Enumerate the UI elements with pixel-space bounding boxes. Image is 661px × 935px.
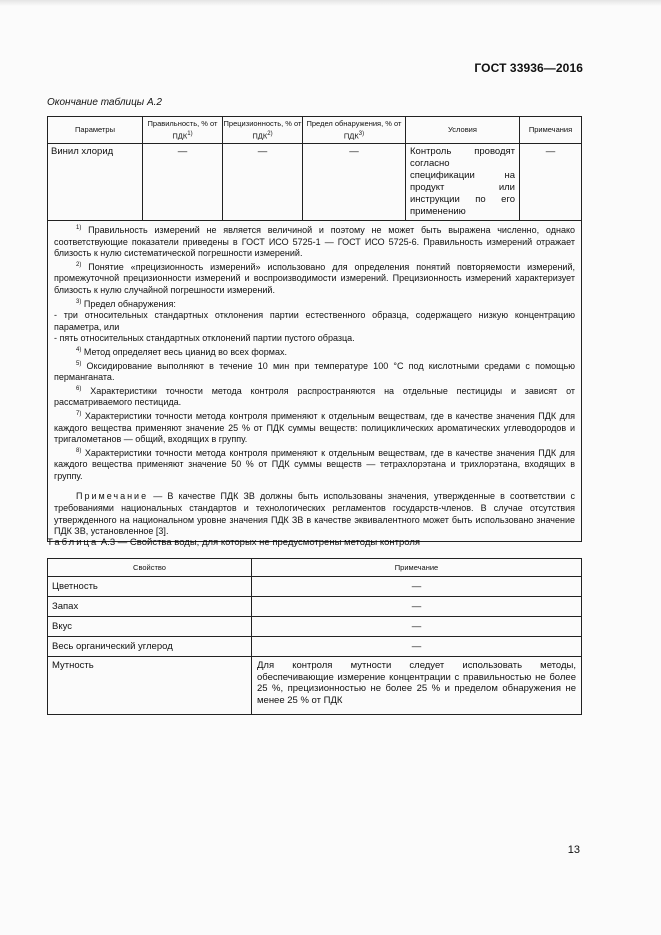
footnote-6: $^{6)}$ Характеристики точности метода контроля распространяются на отдельные пестициды и зависят от рассматриваемого пестицида.	[54, 385, 575, 408]
footnote-3: $^{3)}$ Предел обнаружения:	[76, 298, 176, 309]
cell-detection: —	[303, 144, 406, 221]
table-a3	[47, 558, 582, 715]
col-header-property: Свойство	[48, 559, 252, 577]
col-header-notes: Примечания	[520, 117, 582, 144]
footnote-1: $^{1)}$ Правильность измерений не является величиной и поэтому не может быть выражена численно, однако соответствующие показатели приведены в ГОСТ ИСО 5725-1 — ГОСТ ИСО 5725-6. Правильность измерений отражает близость к нулю систематической погрешности измерений.	[54, 225, 575, 259]
cell-precision: —	[223, 144, 303, 221]
table-note	[54, 491, 575, 537]
note-label: Примечание	[76, 491, 149, 502]
cell-conditions: Контроль проводят согласно спецификации на продукт или инструкции по его применению	[406, 144, 520, 221]
cell-property: Вкус	[48, 617, 252, 637]
cell-note: Для контроля мутности следует использовать методы, обеспечивающие измерение концентрации с правильностью не более 25 %, прецизионностью не более 25 % и пределом обнаружения не менее 25 % от ПДК	[252, 657, 582, 715]
col-header-precision: Прецизионность, % от ПДК$^{2)}$	[223, 117, 303, 144]
table-row	[48, 577, 582, 597]
table-row	[48, 637, 582, 657]
cell-property: Запах	[48, 597, 252, 617]
footnote-2: $^{2)}$ Понятие «прецизионность измерений» использовано для определения понятий повторяемости измерений, промежуточной прецизионности измерений и воспроизводимости измерений. Прецизионность измерений характеризует близость к нулю случайной погрешности измерений.	[54, 261, 575, 295]
footnotes-cell	[48, 221, 582, 542]
table-a2	[47, 116, 582, 542]
table-a3-header-row	[48, 559, 582, 577]
footnote-3-item-a: - три относительных стандартных отклонения партии естественного образца, содержащего низкую концентрацию параметра, или	[54, 310, 575, 332]
cell-property: Весь органический углерод	[48, 637, 252, 657]
col-header-detection: Предел обнаружения, % от ПДК$^{3)}$	[303, 117, 406, 144]
table-a3-caption-label: Таблица	[47, 537, 99, 548]
footnote-3-item-b: - пять относительных стандартных отклонений партии пустого образца.	[54, 333, 355, 344]
col-header-params: Параметры	[48, 117, 143, 144]
table-a2-notes-row	[48, 221, 582, 542]
cell-note: —	[252, 617, 582, 637]
cell-notes: —	[520, 144, 582, 221]
cell-property: Мутность	[48, 657, 252, 715]
col-header-conditions: Условия	[406, 117, 520, 144]
table-row	[48, 597, 582, 617]
table-a3-caption	[47, 537, 420, 548]
cell-param: Винил хлорид	[48, 144, 143, 221]
footnote-7: $^{7)}$ Характеристики точности метода контроля применяют к отдельным веществам, где в качестве значения ПДК для каждого вещества применяют значение 25 % от ПДК суммы веществ: полициклических ароматических углеводородов и тригалометанов — общий, входящих в группу.	[54, 410, 575, 445]
table-row	[48, 617, 582, 637]
table-a2-caption: Окончание таблицы А.2	[47, 97, 162, 108]
table-row	[48, 144, 582, 221]
table-row	[48, 657, 582, 715]
footnote-8: $^{8)}$ Характеристики точности метода контроля применяют к отдельным веществам, где в качестве значения ПДК для каждого вещества применяют значение 50 % от ПДК суммы веществ — тетрахлорэтана и трихлорэтана, входящих в группу.	[54, 447, 575, 481]
page-edge-shadow	[0, 0, 661, 6]
cell-accuracy: —	[143, 144, 223, 221]
note-text: — В качестве ПДК ЗВ должны быть использованы значения, утвержденные в соответствии с требованиями национальных стандартов и технологических регламентов государств-членов. В случае отсутствия утвержденного на национальном уровне значения ПДК ЗВ в качестве эквивалентного может быть использовано значение ПДК ЗВ, установленное [3].	[54, 491, 575, 537]
cell-property: Цветность	[48, 577, 252, 597]
col-header-accuracy: Правильность, % от ПДК$^{1)}$	[143, 117, 223, 144]
table-a2-header-row	[48, 117, 582, 144]
cell-note: —	[252, 597, 582, 617]
table-a3-caption-text: А.3 — Свойства воды, для которых не предусмотрены методы контроля	[100, 537, 421, 548]
footnote-4: $^{4)}$ Метод определяет весь цианид во всех формах.	[76, 346, 287, 357]
cell-note: —	[252, 577, 582, 597]
cell-note: —	[252, 637, 582, 657]
col-header-note: Примечание	[252, 559, 582, 577]
footnote-5: $^{5)}$ Оксидирование выполняют в течение 10 мин при температуре 100 °С под кислотными средами с помощью перманганата.	[54, 360, 575, 383]
page-number: 13	[567, 844, 580, 856]
document-code: ГОСТ 33936—2016	[474, 61, 583, 75]
